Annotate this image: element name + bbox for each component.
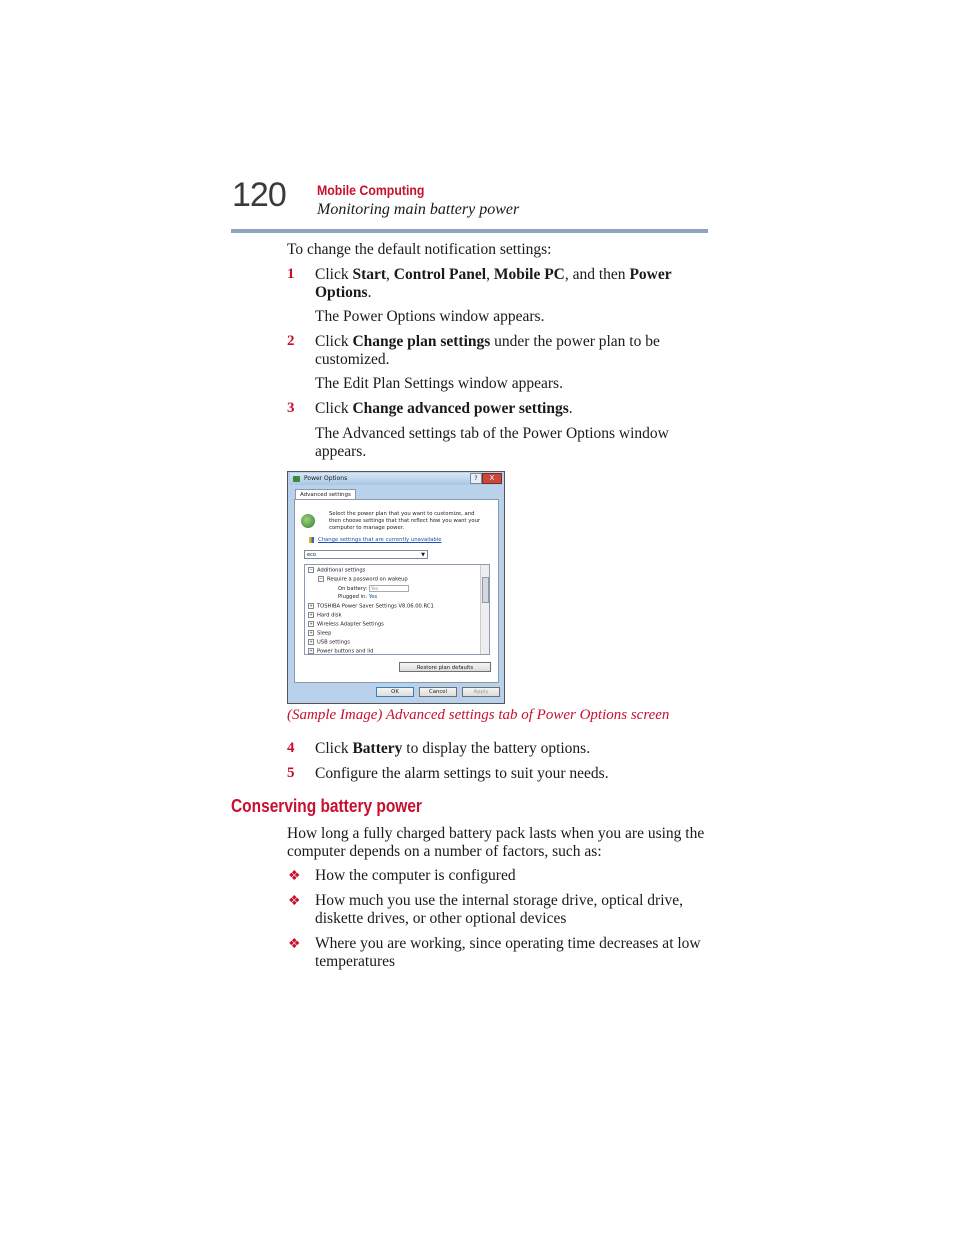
collapse-icon[interactable]: − [309,567,313,572]
ok-button[interactable]: OK [376,687,414,697]
result-text: appears. [315,443,367,460]
tab-advanced-settings[interactable]: Advanced settings [295,489,356,500]
step-4-text [315,740,590,758]
tree-item[interactable] [308,612,342,620]
result-text: The Advanced settings tab of the Power Options window [315,425,669,442]
collapse-icon[interactable]: − [319,576,323,581]
step-text: , and then [564,266,630,283]
scrollbar-thumb[interactable] [482,577,489,603]
bullet-item: How the computer is configured [315,867,516,884]
step-2-result: The Edit Plan Settings window appears. [315,375,563,392]
step-3-text [315,400,573,418]
step-text: Click [315,400,353,417]
power-plan-select[interactable] [304,550,428,559]
step-number: 4 [287,740,295,756]
step-text: Click [315,333,353,350]
bullet-icon: ❖ [288,869,301,884]
restore-defaults-button[interactable]: Restore plan defaults [399,662,491,672]
tree-item-label: Wireless Adapter Settings [317,621,384,628]
step-text: . [367,284,372,301]
power-options-icon [293,476,300,482]
bullet-icon: ❖ [288,937,301,952]
tree-item[interactable] [308,648,373,655]
intro-text: To change the default notification settings: [287,241,552,258]
expand-icon[interactable]: + [309,612,313,617]
step-text: . [568,400,573,417]
tree-scrollbar[interactable] [480,565,489,654]
bullet-line: Where you are working, since operating time decreases at low [315,935,701,952]
step-text: , [486,266,494,283]
header-rule [231,229,708,233]
bullet-line: temperatures [315,953,396,970]
bullet-item [315,935,701,971]
page-number: 120 [232,176,286,214]
apply-button[interactable]: Apply [462,687,500,697]
ui-term: Change advanced power settings [352,400,569,417]
instruction-line: Select the power plan that you want to customize, and [329,511,475,517]
bullet-item [315,892,683,928]
tree-item-label: Power buttons and lid [317,648,374,655]
step-3-result [315,425,669,461]
change-settings-link[interactable]: Change settings that are currently unavailable [318,537,442,543]
ui-term: Mobile PC [493,266,565,283]
step-text: , [386,266,394,283]
tree-item-label: Hard disk [317,612,342,619]
power-plan-icon [301,514,315,528]
plugged-in-value[interactable]: Yes [368,594,378,600]
on-battery-select[interactable]: Yes [369,585,409,592]
ui-term: Control Panel [393,266,487,283]
step-1-text [315,266,707,302]
step-number: 5 [287,765,295,781]
selected-plan: eco [307,552,316,558]
tree-item[interactable] [308,639,350,647]
expand-icon[interactable]: + [309,621,313,626]
tree-item[interactable] [318,576,408,584]
body-line: computer depends on a number of factors, such as: [287,843,602,860]
step-text: Click [315,740,353,757]
tree-item-label: Plugged in: [338,594,368,600]
chevron-down-icon: ▼ [421,552,425,558]
instruction-line: then choose settings that that reflect how you want your [329,518,481,524]
advanced-settings-panel [294,499,499,683]
expand-icon[interactable]: + [309,639,313,644]
tree-item[interactable] [308,567,365,575]
step-text: to display the battery options. [402,740,591,757]
power-options-screenshot [287,471,505,704]
ui-term: Start [352,266,387,283]
step-text: under the power plan to be [490,333,660,350]
expand-icon[interactable]: + [309,603,313,608]
step-number: 1 [287,266,295,282]
tree-item[interactable] [308,621,384,629]
body-paragraph [287,825,707,861]
tree-item [338,585,409,593]
tree-item-label: TOSHIBA Power Saver Settings V8.06.00.RC1 [317,603,434,610]
step-2-text [315,333,707,369]
tree-item [338,594,377,601]
step-text: customized. [315,351,390,368]
step-text: Click [315,266,353,283]
ui-term: Options [315,284,368,301]
ui-term: Battery [352,740,403,757]
expand-icon[interactable]: + [309,630,313,635]
shield-icon [309,537,314,543]
tree-item-label: On battery: [338,586,368,592]
tree-item-label: Sleep [317,630,332,637]
ui-term: Change plan settings [352,333,491,350]
step-5-text: Configure the alarm settings to suit your needs. [315,765,609,782]
help-button[interactable]: ? [470,473,482,484]
tree-item[interactable] [308,630,331,638]
step-1-result: The Power Options window appears. [315,308,545,325]
tree-item-label: Additional settings [317,567,366,574]
section-title: Monitoring main battery power [317,201,520,218]
bullet-line: How much you use the internal storage drive, optical drive, [315,892,684,909]
dialog-instructions [329,511,489,532]
step-number: 3 [287,400,295,416]
tree-item[interactable] [308,603,434,611]
tree-item-label: Require a password on wakeup [327,576,408,583]
settings-tree [304,564,490,655]
instruction-line: computer to manage power. [329,525,405,531]
ui-term: Power [629,266,672,283]
bullet-icon: ❖ [288,894,301,909]
chapter-title: Mobile Computing [317,182,425,198]
body-line: How long a fully charged battery pack lasts when you are using the [287,825,705,842]
expand-icon[interactable]: + [309,648,313,653]
dialog-title: Power Options [304,475,348,482]
close-button[interactable]: X [482,473,502,484]
step-number: 2 [287,333,295,349]
section-heading: Conserving battery power [231,796,422,816]
figure-caption: (Sample Image) Advanced settings tab of Power Options screen [287,707,670,723]
bullet-line: diskette drives, or other optional devices [315,910,567,927]
tree-item-label: USB settings [317,639,350,646]
cancel-button[interactable]: Cancel [419,687,457,697]
